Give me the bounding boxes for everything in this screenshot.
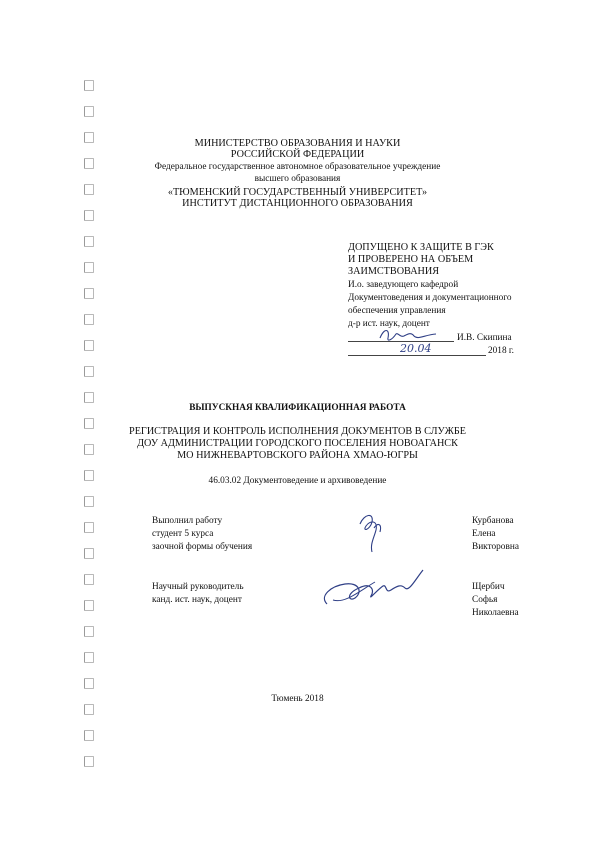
approval-department: Документоведения и документационного — [348, 293, 512, 303]
ministry-line: МИНИСТЕРСТВО ОБРАЗОВАНИЯ И НАУКИ — [194, 138, 401, 149]
binding-hole — [84, 678, 94, 689]
binding-hole — [84, 496, 94, 507]
binding-hole — [84, 548, 94, 559]
approval-date-line — [348, 355, 486, 356]
binding-hole — [84, 106, 94, 117]
binding-hole — [84, 626, 94, 637]
approval-title-3: ЗАИМСТВОВАНИЯ — [348, 266, 440, 277]
approval-year: 2018 г. — [488, 346, 515, 356]
approval-date-handwritten: 20.04 — [400, 342, 432, 355]
binding-hole — [84, 522, 94, 533]
university-name: «ТЮМЕНСКИЙ ГОСУДАРСТВЕННЫЙ УНИВЕРСИТЕТ» — [167, 187, 428, 198]
work-type: ВЫПУСКНАЯ КВАЛИФИКАЦИОННАЯ РАБОТА — [189, 403, 406, 413]
approval-position: И.о. заведующего кафедрой — [348, 280, 459, 290]
supervisor-patronymic: Николаевна — [472, 608, 519, 618]
approval-degree: д-р ист. наук, доцент — [348, 319, 430, 329]
work-title-line-2: ДОУ АДМИНИСТРАЦИИ ГОРОДСКОГО ПОСЕЛЕНИЯ НОВОАГАНСК — [137, 438, 458, 449]
binding-hole — [84, 574, 94, 585]
binding-hole — [84, 652, 94, 663]
author-signature — [352, 508, 392, 558]
author-surname: Курбанова — [472, 516, 514, 526]
binding-hole — [84, 236, 94, 247]
specialty: 46.03.02 Документоведение и архивоведение — [208, 476, 387, 486]
binding-hole — [84, 392, 94, 403]
author-role-3: заочной формы обучения — [152, 542, 253, 552]
binding-hole — [84, 80, 94, 91]
supervisor-role-1: Научный руководитель — [152, 582, 244, 592]
binding-hole — [84, 366, 94, 377]
author-patronymic: Викторовна — [472, 542, 519, 552]
city-year: Тюмень 2018 — [271, 694, 324, 704]
supervisor-signature — [315, 560, 435, 615]
work-title-line-1: РЕГИСТРАЦИЯ И КОНТРОЛЬ ИСПОЛНЕНИЯ ДОКУМЕНТОВ В СЛУЖБЕ — [129, 426, 466, 437]
author-role-2: студент 5 курса — [152, 529, 214, 539]
supervisor-surname: Щербич — [472, 582, 505, 592]
author-role-1: Выполнил работу — [152, 516, 223, 526]
binding-hole — [84, 210, 94, 221]
institution-type-line: Федеральное государственное автономное образовательное учреждение — [154, 162, 441, 172]
binding-hole — [84, 288, 94, 299]
binding-hole — [84, 730, 94, 741]
supervisor-role-2: канд. ист. наук, доцент — [152, 595, 242, 605]
education-level-line: высшего образования — [254, 174, 341, 184]
approval-title-1: ДОПУЩЕНО К ЗАЩИТЕ В ГЭК — [348, 242, 494, 253]
binding-hole — [84, 704, 94, 715]
work-title-line-3: МО НИЖНЕВАРТОВСКОГО РАЙОНА ХМАО-ЮГРЫ — [177, 450, 418, 461]
institute-name: ИНСТИТУТ ДИСТАНЦИОННОГО ОБРАЗОВАНИЯ — [182, 198, 413, 209]
supervisor-name: Софья — [472, 595, 498, 605]
binding-hole — [84, 756, 94, 767]
approval-signer: И.В. Скипина — [457, 333, 512, 343]
approval-department-2: обеспечения управления — [348, 306, 446, 316]
author-name: Елена — [472, 529, 496, 539]
approval-title-2: И ПРОВЕРЕНО НА ОБЪЕМ — [348, 254, 474, 265]
binding-hole — [84, 340, 94, 351]
federation-line: РОССИЙСКОЙ ФЕДЕРАЦИИ — [230, 149, 365, 160]
binding-hole — [84, 600, 94, 611]
binding-hole — [84, 314, 94, 325]
binding-hole — [84, 262, 94, 273]
